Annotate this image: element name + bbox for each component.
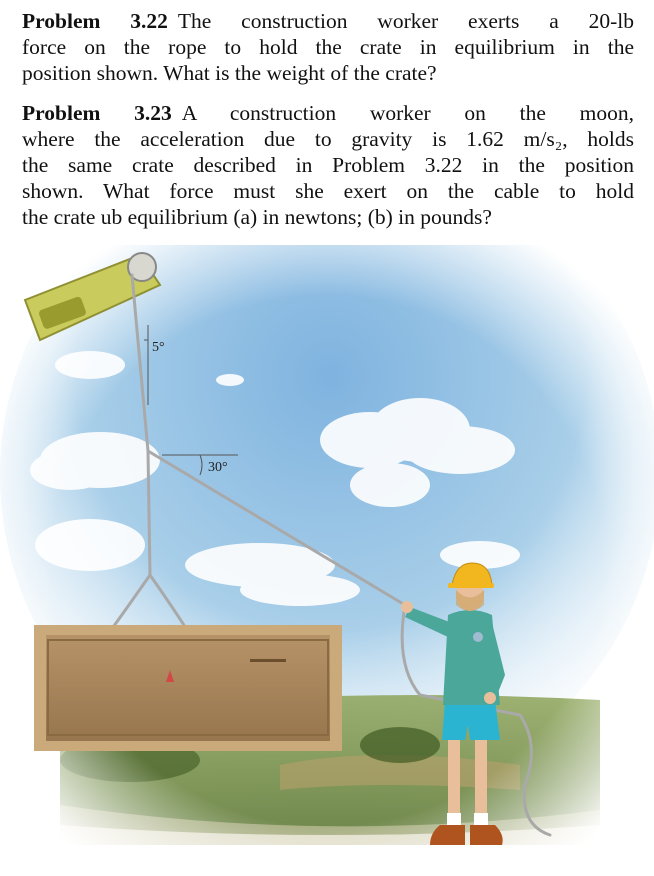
problem-3-23-label: Problem 3.23 bbox=[22, 101, 172, 125]
angle-label-rope: 30° bbox=[208, 460, 228, 475]
problem-3-23-line-2: where the acceleration due to gravity is 1.62 m/s₂, holds bbox=[22, 127, 634, 151]
problem-3-22-line-2: force on the rope to hold the crate in equilibrium in the bbox=[22, 35, 634, 59]
problem-3-23 bbox=[22, 100, 634, 230]
problem-3-23-line-1: Problem 3.23 A construction worker on the moon, bbox=[22, 101, 634, 125]
problem-3-22 bbox=[22, 8, 634, 86]
problem-3-22-line-3: position shown. What is the weight of the crate? bbox=[22, 61, 437, 85]
angle-label-top: 5° bbox=[152, 340, 165, 355]
problem-3-22-line-1: Problem 3.22 The construction worker exerts a 20-lb bbox=[22, 9, 635, 33]
problem-3-23-line-5: the crate ub equilibrium (a) in newtons; (b) in pounds? bbox=[22, 205, 492, 229]
problem-3-22-label: Problem 3.22 bbox=[22, 9, 168, 33]
problem-3-23-line-3: the same crate described in Problem 3.22 in the position bbox=[22, 153, 634, 177]
wooden-crate bbox=[34, 625, 342, 751]
problem-3-23-line-4: shown. What force must she exert on the cable to hold bbox=[22, 179, 634, 203]
crate-equilibrium-figure bbox=[0, 245, 654, 876]
vignette bbox=[0, 245, 654, 876]
